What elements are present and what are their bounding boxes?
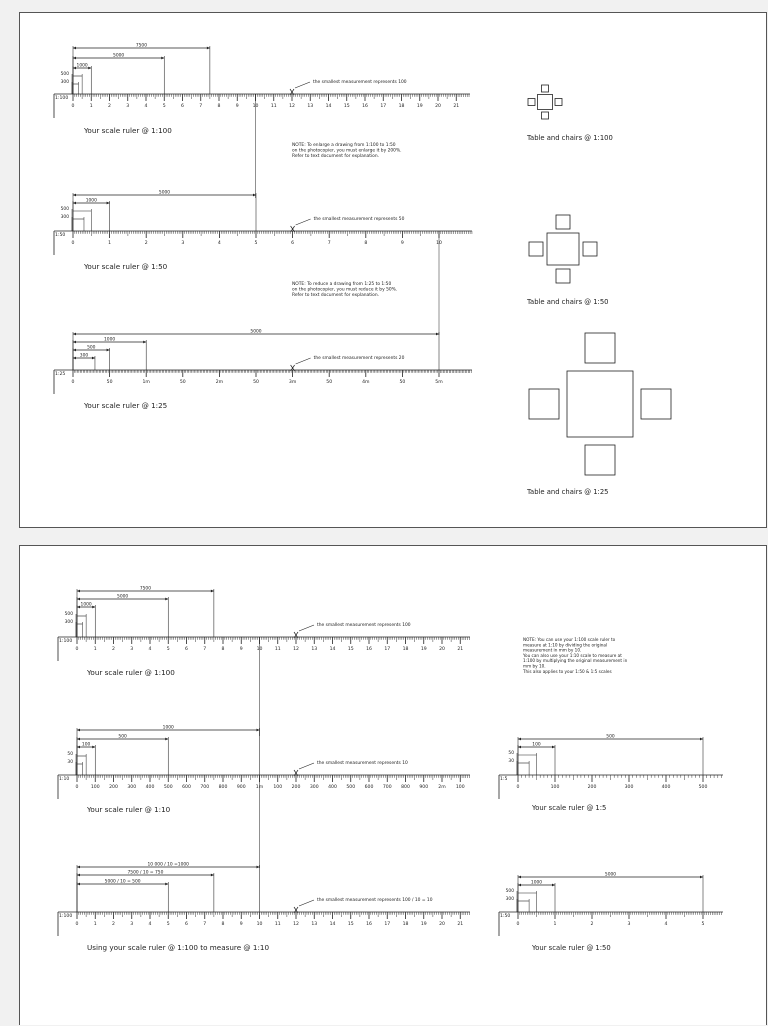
arrow-head	[77, 738, 80, 741]
dimension-label: 500	[60, 72, 69, 77]
tick-label: 12	[289, 104, 295, 109]
dimension-label: 5000	[117, 594, 129, 600]
ruler-title: Your scale ruler @ 1:50	[84, 262, 168, 271]
chair	[641, 389, 671, 419]
tick-label: 3	[181, 241, 185, 246]
dimension-label: 500	[505, 889, 514, 894]
tick-label: 600	[364, 785, 374, 790]
tick-label: 18	[402, 922, 409, 927]
dimension-label: 7500 / 10 = 750	[127, 870, 164, 876]
arrow-head	[552, 746, 555, 749]
tick-label: 300	[127, 785, 137, 790]
note-line: NOTE: You can use your 1:100 scale ruler to	[523, 637, 616, 642]
tick-label: 2m	[438, 785, 446, 790]
tick-label: 4	[217, 241, 221, 246]
arrow-head	[77, 729, 80, 732]
arrow-head	[77, 598, 80, 601]
arrow-head	[77, 883, 80, 886]
arrow-head	[73, 349, 76, 352]
chair	[528, 99, 535, 106]
tick-label: 2	[112, 922, 115, 927]
tick-label: 19	[416, 104, 423, 109]
smallest-callout: the smallest measurement represents 20	[313, 356, 405, 361]
arrow-head	[73, 47, 76, 50]
tick-label: 9	[239, 647, 243, 652]
tick-label: 10	[252, 104, 259, 109]
chair	[555, 99, 562, 106]
dimension-label: 50	[67, 752, 73, 757]
tick-label: 2	[108, 104, 111, 109]
tick-label: 17	[384, 922, 391, 927]
tick-label: 10	[256, 922, 263, 927]
tick-label: 1m	[255, 785, 264, 790]
chair	[529, 389, 559, 419]
tick-label: 0	[516, 785, 520, 790]
callout-arrow	[299, 625, 314, 631]
chair	[556, 269, 570, 283]
furniture-label: Table and chairs @ 1:50	[527, 298, 609, 306]
tick-label: 200	[291, 785, 301, 790]
tick-label: 21	[453, 104, 460, 109]
ruler-title: Your scale ruler @ 1:5	[532, 804, 607, 812]
note-line: Refer to text document for explanation.	[292, 292, 380, 298]
arrow-head	[73, 202, 76, 205]
smallest-callout: the smallest measurement represents 10	[317, 761, 408, 766]
arrow-head	[107, 349, 110, 352]
tick-label: 2m	[215, 380, 224, 385]
furniture-label: Table and chairs @ 1:25	[527, 488, 609, 496]
tick-label: 5	[701, 922, 705, 927]
tick-label: 18	[402, 647, 409, 652]
tick-label: 9	[239, 922, 243, 927]
smallest-callout: the smallest measurement represents 100	[317, 623, 411, 628]
tick-label: 15	[347, 922, 354, 927]
tick-label: 0	[516, 922, 520, 927]
arrow-head	[165, 598, 168, 601]
dimension-label: 50	[508, 751, 514, 756]
ruler-scale-label: 1:25	[55, 372, 66, 377]
tick-label: 17	[384, 647, 391, 652]
dimension-label: 5000	[604, 872, 617, 878]
tick-label: 15	[347, 647, 354, 652]
callout-arrow	[299, 763, 314, 769]
tick-label: 6	[185, 647, 188, 652]
tick-label: 1	[89, 104, 93, 109]
tick-label: 500	[163, 785, 173, 790]
tick-label: 7	[327, 241, 331, 246]
tick-label: 10	[436, 241, 442, 246]
tick-label: 5	[166, 922, 170, 927]
tick-label: 4m	[362, 380, 370, 385]
tick-label: 4	[148, 922, 152, 927]
ruler-title: Your scale ruler @ 1:50	[532, 944, 611, 952]
tick-label: 11	[274, 647, 281, 652]
note-line: on the photocopier, you must enlarge it by 200%.	[292, 148, 402, 154]
dimension-label: 1000	[80, 602, 92, 608]
arrow-head	[436, 333, 439, 336]
tick-label: 20	[439, 922, 445, 927]
arrow-head	[77, 866, 80, 869]
note-line: on the photocopier, you must reduce it by 50%.	[292, 287, 398, 293]
dimension-label: 300	[79, 353, 89, 359]
ruler-scale-label: 1:100	[55, 96, 69, 101]
tick-label: 8	[217, 104, 221, 109]
tick-label: 14	[325, 104, 332, 109]
tick-label: 200	[109, 785, 118, 790]
tick-label: 8	[364, 241, 368, 246]
tick-label: 900	[236, 785, 246, 790]
tick-label: 900	[419, 785, 429, 790]
tick-label: 700	[382, 785, 392, 790]
tick-label: 3m	[288, 380, 297, 385]
dimension-label: 500	[118, 734, 127, 740]
tick-label: 200	[587, 785, 597, 790]
arrow-head	[257, 729, 260, 732]
chair	[585, 333, 615, 363]
callout-arrow	[296, 219, 311, 225]
tick-label: 50	[253, 380, 259, 385]
table	[547, 233, 579, 265]
tick-label: 800	[401, 785, 410, 790]
dimension-label: 1000	[85, 198, 97, 204]
tick-label: 0	[75, 785, 79, 790]
dimension-label: 1000	[162, 725, 174, 731]
tick-label: 7	[199, 104, 203, 109]
tick-label: 14	[329, 647, 336, 652]
tick-label: 50	[179, 380, 186, 385]
smallest-callout: the smallest measurement represents 100 / 10 = 10	[317, 898, 433, 903]
tick-label: 0	[75, 922, 79, 927]
chair	[583, 242, 597, 256]
tick-label: 4	[144, 104, 148, 109]
dimension-label: 1000	[530, 880, 543, 886]
arrow-head	[207, 47, 210, 50]
arrow-head	[92, 746, 95, 749]
tick-label: 3	[130, 647, 134, 652]
tick-label: 2	[590, 922, 594, 927]
note-line: Refer to text document for explanation.	[292, 153, 380, 159]
tick-label: 5m	[435, 380, 443, 385]
tick-label: 13	[311, 922, 318, 927]
callout-arrow	[296, 358, 311, 364]
tick-label: 100	[550, 785, 560, 790]
tick-label: 5	[254, 241, 258, 246]
ruler-title: Your scale ruler @ 1:100	[84, 126, 172, 135]
dimension-label: 300	[60, 80, 69, 85]
tick-label: 3	[627, 922, 631, 927]
tick-label: 11	[274, 922, 281, 927]
arrow-head	[257, 866, 260, 869]
tick-label: 5	[162, 104, 166, 109]
ruler-scale-label: 1:100	[59, 914, 73, 919]
chair	[585, 445, 615, 475]
arrow-head	[161, 57, 164, 60]
tick-label: 6	[181, 104, 184, 109]
arrow-head	[77, 590, 80, 593]
tick-label: 2	[112, 647, 115, 652]
tick-label: 9	[400, 241, 404, 246]
tick-label: 50	[326, 380, 333, 385]
tick-label: 8	[221, 647, 225, 652]
smallest-callout: the smallest measurement represents 50	[313, 217, 405, 222]
tick-label: 14	[329, 922, 336, 927]
tick-label: 400	[661, 785, 671, 790]
arrow-head	[73, 194, 76, 197]
ruler-title: Your scale ruler @ 1:100	[87, 668, 175, 677]
callout-arrow	[295, 82, 310, 88]
tick-label: 9	[235, 104, 239, 109]
ruler-scale-label: 1:5	[500, 777, 508, 782]
dimension-label: 300	[64, 620, 73, 625]
tick-label: 2	[144, 241, 148, 246]
dimension-label: 5000	[113, 53, 125, 59]
note-line: NOTE: To enlarge a drawing from 1:100 to 1:50	[292, 143, 396, 148]
arrow-head	[107, 202, 110, 205]
tick-label: 7	[203, 922, 207, 927]
ruler-title: Your scale ruler @ 1:25	[84, 401, 168, 410]
page-2	[19, 545, 767, 1025]
note-line: 1:100 by multiplying the original measurement in	[523, 658, 628, 664]
tick-label: 20	[439, 647, 445, 652]
arrow-head	[211, 590, 214, 593]
dimension-label: 30	[67, 760, 73, 765]
dimension-label: 100	[532, 742, 541, 748]
arrow-head	[700, 738, 703, 741]
note-line: mm by 10.	[523, 663, 546, 669]
ruler-title: Your scale ruler @ 1:10	[87, 805, 171, 814]
table	[567, 371, 633, 437]
page-1-drawing	[20, 13, 768, 529]
tick-label: 600	[182, 785, 191, 790]
tick-label: 16	[362, 104, 368, 109]
dimension-label: 7500	[135, 43, 148, 49]
tick-label: 50	[106, 380, 113, 385]
note-line: This also applies to your 1:50 & 1:5 scales	[523, 668, 612, 674]
tick-label: 1	[93, 647, 97, 652]
dimension-label: 10 000 / 10 =1000	[147, 862, 189, 868]
arrow-head	[518, 876, 521, 879]
ruler-scale-label: 1:10	[59, 777, 70, 782]
tick-label: 8	[221, 922, 225, 927]
ruler-scale-label: 1:50	[55, 233, 66, 238]
tick-label: 0	[71, 104, 75, 109]
tick-label: 1m	[142, 380, 150, 385]
note-line: You can also use your 1:10 scale to measure at	[523, 652, 622, 658]
note-line: measurement in mm by 10.	[523, 647, 582, 653]
arrow-head	[552, 884, 555, 887]
note-line: NOTE: To reduce a drawing from 1:25 to 1:50	[292, 282, 392, 287]
tick-label: 7	[203, 647, 207, 652]
note-line: measure at 1:10 by dividing the original	[523, 642, 608, 648]
dimension-label: 5000	[250, 329, 262, 335]
callout-arrow	[299, 900, 314, 906]
tick-label: 300	[309, 785, 319, 790]
tick-label: 400	[145, 785, 155, 790]
dimension-label: 5000	[158, 190, 171, 196]
tick-label: 21	[457, 922, 464, 927]
tick-label: 700	[200, 785, 210, 790]
tick-label: 6	[185, 922, 188, 927]
tick-label: 300	[624, 785, 634, 790]
tick-label: 500	[698, 785, 708, 790]
tick-label: 3	[126, 104, 130, 109]
tick-label: 100	[90, 785, 100, 790]
arrow-head	[165, 883, 168, 886]
dimension-label: 1000	[104, 337, 116, 343]
arrow-head	[165, 738, 168, 741]
tick-label: 3	[130, 922, 134, 927]
dimension-label: 300	[505, 897, 514, 902]
tick-label: 15	[343, 104, 350, 109]
dimension-label: 1000	[76, 63, 88, 69]
ruler-scale-label: 1:50	[500, 914, 511, 919]
dimension-label: 500	[606, 734, 615, 740]
page-1	[19, 12, 767, 528]
tick-label: 0	[71, 380, 75, 385]
tick-label: 19	[420, 922, 427, 927]
chair	[542, 85, 549, 92]
ruler-scale-label: 1:100	[59, 639, 73, 644]
arrow-head	[88, 67, 91, 70]
tick-label: 100	[273, 785, 283, 790]
arrow-head	[700, 876, 703, 879]
tick-label: 100	[455, 785, 465, 790]
arrow-head	[77, 746, 80, 749]
tick-label: 12	[293, 647, 299, 652]
tick-label: 11	[270, 104, 277, 109]
arrow-head	[92, 606, 95, 609]
tick-label: 20	[435, 104, 441, 109]
chair	[529, 242, 543, 256]
tick-label: 4	[148, 647, 152, 652]
arrow-head	[73, 57, 76, 60]
dimension-label: 300	[60, 215, 69, 220]
arrow-head	[92, 357, 95, 360]
arrow-head	[211, 874, 214, 877]
arrow-head	[518, 746, 521, 749]
chair	[542, 112, 549, 119]
page-2-drawing	[20, 546, 768, 1026]
dimension-label: 500	[64, 612, 73, 617]
dimension-label: 30	[508, 759, 514, 764]
arrow-head	[73, 357, 76, 360]
tick-label: 13	[311, 647, 318, 652]
arrow-head	[143, 341, 146, 344]
tick-label: 1	[553, 922, 557, 927]
tick-label: 1	[93, 922, 97, 927]
tick-label: 12	[293, 922, 299, 927]
tick-label: 17	[380, 104, 387, 109]
arrow-head	[73, 341, 76, 344]
tick-label: 800	[218, 785, 228, 790]
tick-label: 16	[366, 922, 372, 927]
tick-label: 0	[71, 241, 75, 246]
tick-label: 5	[166, 647, 170, 652]
tick-label: 21	[457, 647, 464, 652]
arrow-head	[73, 333, 76, 336]
tick-label: 16	[366, 647, 372, 652]
tick-label: 18	[398, 104, 405, 109]
dimension-label: 7500	[139, 586, 152, 592]
smallest-callout: the smallest measurement represents 100	[313, 80, 407, 85]
dimension-label: 500	[87, 345, 96, 351]
tick-label: 6	[291, 241, 295, 246]
chair	[556, 215, 570, 229]
tick-label: 500	[346, 785, 356, 790]
arrow-head	[77, 874, 80, 877]
dimension-label: 5000 / 10 = 500	[104, 879, 141, 885]
tick-label: 13	[307, 104, 314, 109]
tick-label: 4	[664, 922, 668, 927]
arrow-head	[518, 738, 521, 741]
table	[538, 95, 553, 110]
tick-label: 400	[328, 785, 337, 790]
tick-label: 19	[420, 647, 427, 652]
dimension-label: 100	[81, 742, 91, 748]
ruler-title: Using your scale ruler @ 1:100 to measure @ 1:10	[87, 943, 270, 952]
furniture-label: Table and chairs @ 1:100	[527, 134, 613, 142]
dimension-label: 500	[60, 207, 69, 212]
tick-label: 0	[75, 647, 79, 652]
tick-label: 10	[256, 647, 263, 652]
tick-label: 50	[399, 380, 406, 385]
arrow-head	[518, 884, 521, 887]
tick-label: 1	[108, 241, 112, 246]
